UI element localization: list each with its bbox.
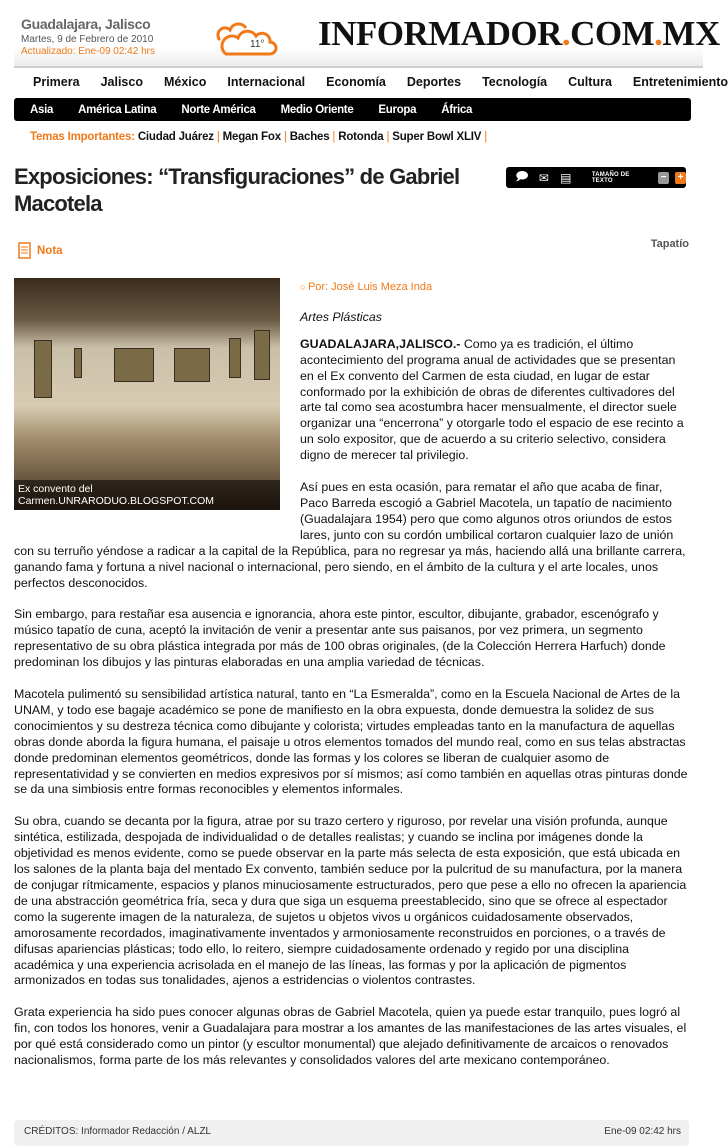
nav-item[interactable]: Jalisco (100, 75, 143, 89)
nav-item[interactable]: México (163, 75, 207, 89)
topic-link[interactable]: Super Bowl XLIV (392, 131, 482, 143)
publish-time: Ene-09 02:42 hrs (604, 1126, 681, 1137)
article-body (14, 278, 689, 1085)
topic-link[interactable]: Rotonda (338, 131, 384, 143)
text-size-label: TAMAÑO DE TEXTO (591, 171, 630, 184)
city-name: Guadalajara, Jalisco (21, 16, 151, 32)
subnav-item[interactable]: Norte América (181, 103, 256, 116)
site-header (14, 0, 720, 68)
weather-widget (212, 20, 276, 58)
temperature: 11° (250, 39, 265, 50)
paragraph: Así pues en esta ocasión, para rematar el año que acaba de finar, Paco Barreda escogió a Gabriel Macotela, un tapatío de nacimiento (Guadalajara 1954) pero que como algunos otros oriundos de estos lares, junto con su cordón umbilical cortaron cualquier lazo de unión con su terruño yéndose a radicar a la capital de la República, para no regresar ya más, haciendo allá una brillante carrera, ganando fama y fortuna a nivel nacional o internacional, pero siendo, en el ámbito de la cultura y el arte locales, unos perfectos desconocidos. (14, 480, 686, 590)
photo-caption: Ex convento del Carmen.UNRARODUO.BLOGSPOT.COM (14, 480, 280, 510)
subnav-item[interactable]: Asia (30, 103, 54, 116)
credits: CRÉDITOS: Informador Redacción / ALZL (24, 1126, 212, 1137)
comment-icon[interactable]: 🗩 (515, 169, 529, 183)
decrease-text-button[interactable]: − (658, 172, 669, 184)
secondary-nav (14, 98, 691, 121)
current-date: Martes, 9 de Febrero de 2010 (21, 34, 154, 45)
article-title: Exposiciones: “Transfiguraciones” de Gabriel Macotela (14, 164, 460, 216)
paragraph: Su obra, cuando se decanta por la figura, atrae por su trazo certero y riguroso, por revelar una visión profunda, aunque sintética, estilizada, despojada de individualidad o de detalles realistas; y cuando se inclina por imágenes donde la objetividad es menos evidente, como se puede observar en la parte más selecta de esta exposición, que está ubicada en los salones de la planta baja del mentado Ex convento, también seduce por la pulcritud de su manufactura, por la manera de conjugar rítmicamente, espacios y planos minuciosamente estructurados, pero que pese a ello no ofrecen la apariencia de una abstracción geométrica fría, seca y dura que siga un esquema preestablecido, sino que se ofrece al espectador como la sugerente imagen de la naturaleza, de sujetos u objetos vivos u orgánicos cuidadosamente observados, amorosamente recordados, imaginativamente inventados y armoniosamente reconstruidos en porciones, o a través de difusas apariencias plásticas; todo ello, lo reitero, siempre cuidadosamente ordenado y regido por una disciplina académica y una experiencia acrisolada en el manejo de las líneas, las formas y por la aplicación de pigmentos armonizados en todas sus tonalidades, ajenos a estridencias o violentos contrastes. (14, 814, 687, 988)
topic-link[interactable]: Megan Fox (222, 131, 281, 143)
site-logo[interactable]: INFORMADOR.COM.MX (318, 14, 720, 53)
article-section: Artes Plásticas (300, 309, 382, 324)
paragraph: Sin embargo, para restañar esa ausencia e ignorancia, ahora este pintor, escultor, dibujante, grabador, escenógrafo y músico tapatío de cuna, aceptó la invitación de venir a presentar ante sus paisanos, por vez primera, un segmento representativo de su obra plástica integrada por más de 100 obras originales, (de la Colección Herrera Harfuch) donde predominan los dibujos y las pinturas elaboradas en una amplia variedad de técnicas. (14, 607, 666, 670)
nav-item[interactable]: Internacional (227, 75, 306, 89)
primary-nav (33, 75, 728, 89)
nav-item[interactable]: Entretenimiento (632, 75, 728, 89)
nav-item[interactable]: Deportes (406, 75, 462, 89)
paragraph: Grata experiencia ha sido pues conocer algunas obras de Gabriel Macotela, quien ya puede estar tranquilo, pues logró al fin, con todos los honores, venir a Guadalajara para mostrar a los amantes de las manifestaciones de las artes visuales, el por qué está considerado como un pintor (y escultor monumental) que alejado definitivamente de arcaicos o renovados nacionalismos, forma parte de los más relevantes y consolidados valores del arte mexicano contemporáneo. (14, 1005, 687, 1068)
topic-link[interactable]: Ciudad Juárez (137, 131, 214, 143)
paragraph-text: Como ya es tradición, el último acontecimiento del programa anual de actividades que se presentan en el Ex convento del Carmen de esta ciudad, en lugar de estar conformado por la exhibición de obras de diferentes cultivadores del arte tal como sea acostumbra hacer mensualmente, el director suele organizar una “encerrona” y otorgarle todo el espacio de ese recinto a un solo expositor, que de acuerdo a su criterio selectivo, considera digno de merecer tal privilegio. (300, 336, 684, 463)
dateline: GUADALAJARA,JALISCO.- (300, 336, 461, 351)
nav-item[interactable]: Tecnología (482, 75, 548, 89)
document-icon (18, 242, 31, 259)
subnav-item[interactable]: América Latina (78, 103, 157, 116)
article-type-label: Nota (37, 244, 63, 257)
cloud-icon (212, 20, 276, 58)
paragraph: Macotela pulimentó su sensibilidad artística natural, tanto en “La Esmeralda”, como en la Escuela Nacional de Artes de la UNAM, y todo ese bagaje académico se pone de manifiesto en la obra expuesta, donde demuestra la solidez de sus conocimientos y su destreza técnica como dibujante y colorista; virtudes empleadas tanto en la manufactura de aquellas obras donde aborda la figura humana, el paisaje u otros elementos tomados del mundo real, como en sus telas abstractas donde predominan elementos geométricos, donde las formas y los colores se liberan de cualquier asomo de representatividad y se convierten en medios expresivos por sí mismos; así como también en aquellas otras pinturas donde se da una simbiosis entre formas reconocibles y elementos informales. (14, 687, 688, 797)
nav-item[interactable]: Cultura (568, 75, 612, 89)
print-icon[interactable]: ▤ (560, 170, 572, 185)
subnav-item[interactable]: Europa (378, 103, 417, 116)
subnav-item[interactable]: África (441, 103, 473, 116)
byline[interactable]: ○ Por: José Luis Meza Inda (14, 280, 689, 296)
credits-bar (14, 1120, 689, 1146)
updated-time: Actualizado: Ene-09 02:42 hrs (21, 46, 155, 57)
nav-item[interactable]: Primera (33, 75, 80, 89)
nav-item[interactable]: Economía (326, 75, 386, 89)
topics-label: Temas Importantes: (30, 131, 135, 143)
important-topics: Temas Importantes: Ciudad Juárez | Megan Fox | Baches | Rotonda | Super Bowl XLIV | (30, 131, 488, 143)
email-icon[interactable]: ✉ (538, 170, 549, 185)
increase-text-button[interactable]: + (675, 172, 686, 184)
article-type (18, 242, 63, 259)
topic-link[interactable]: Baches (289, 131, 330, 143)
subnav-item[interactable]: Medio Oriente (280, 103, 354, 116)
article-photo[interactable] (14, 278, 280, 510)
section-tag[interactable]: Tapatío (650, 238, 689, 250)
article-tools (506, 167, 686, 188)
